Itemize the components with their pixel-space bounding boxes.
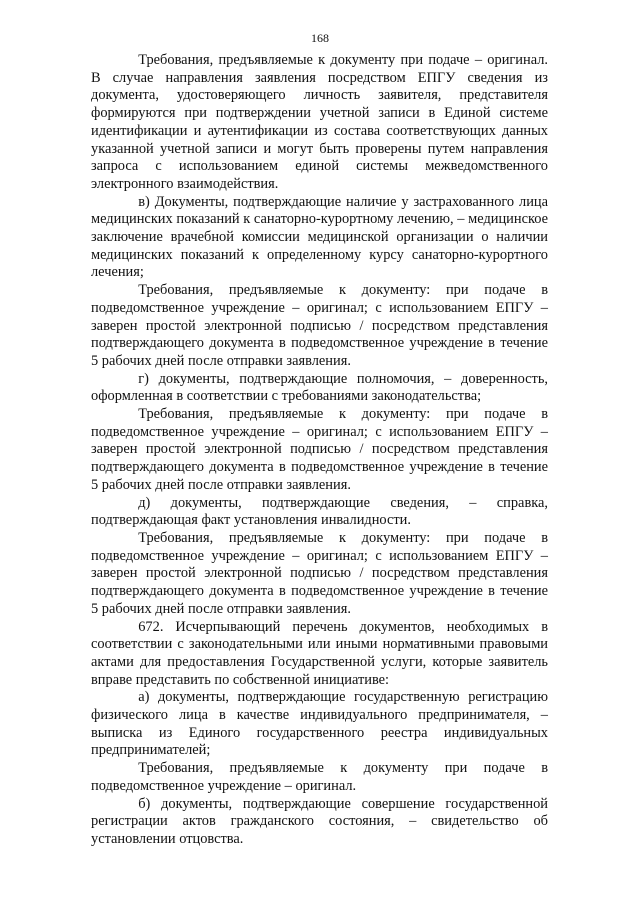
paragraph: в) Документы, подтверждающие наличие у застрахованного лица медицинских показаний к санаторно-курортному лечению, – медицинское заключение врачебной комиссии медицинской организации о наличии медицинских показаний к определенному курсу санаторно-курортного лечения;: [91, 193, 548, 281]
paragraph: Требования, предъявляемые к документу: при подаче в подведомственное учреждение – оригинал; с использованием ЕПГУ – заверен простой электронной подписью / посредством представления подтверждающего документа в подведомственное учреждение в течение 5 рабочих дней после отправки заявления.: [91, 529, 548, 617]
paragraph: Требования, предъявляемые к документу при подаче в подведомственное учреждение – оригинал.: [91, 760, 548, 794]
paragraph: г) документы, подтверждающие полномочия, – доверенность, оформленная в соответствии с требованиями законодательства;: [91, 370, 548, 405]
document-body: [91, 52, 548, 849]
paragraph: б) документы, подтверждающие совершение государственной регистрации актов гражданского состояния, – свидетельство об установлении отцовства.: [91, 795, 548, 847]
paragraph: 672. Исчерпывающий перечень документов, необходимых в соответствии с законодательными или иными нормативными правовыми актами для предоставления Государственной услуги, которые заявитель вправе представить по собственной инициативе:: [91, 618, 548, 688]
paragraph: д) документы, подтверждающие сведения, – справка, подтверждающая факт установления инвалидности.: [91, 494, 548, 529]
paragraph: а) документы, подтверждающие государственную регистрацию физического лица в качестве индивидуального предпринимателя, – выписка из Единого государственного реестра индивидуальных предпринимателей;: [91, 689, 548, 759]
paragraph: Требования, предъявляемые к документу: при подаче в подведомственное учреждение – оригинал; с использованием ЕПГУ – заверен простой электронной подписью / посредством представления подтверждающего документа в подведомственное учреждение в течение 5 рабочих дней после отправки заявления.: [91, 282, 548, 369]
paragraph: Требования, предъявляемые к документу: при подаче в подведомственное учреждение – оригинал; с использованием ЕПГУ – заверен простой электронной подписью / посредством представления подтверждающего документа в подведомственное учреждение в течение 5 рабочих дней после отправки заявления.: [91, 406, 548, 493]
page-number: 168: [311, 31, 329, 45]
paragraph: Требования, предъявляемые к документу при подаче – оригинал. В случае направления заявления посредством ЕПГУ сведения из документа, удостоверяющего личность заявителя, представителя формируются при подтверждении учетной записи в Единой системе идентификации и аутентификации из состава соответствующих данных указанной учетной записи и могут быть проверены путем направления запроса с использованием единой системы межведомственного электронного взаимодействия.: [91, 52, 548, 192]
